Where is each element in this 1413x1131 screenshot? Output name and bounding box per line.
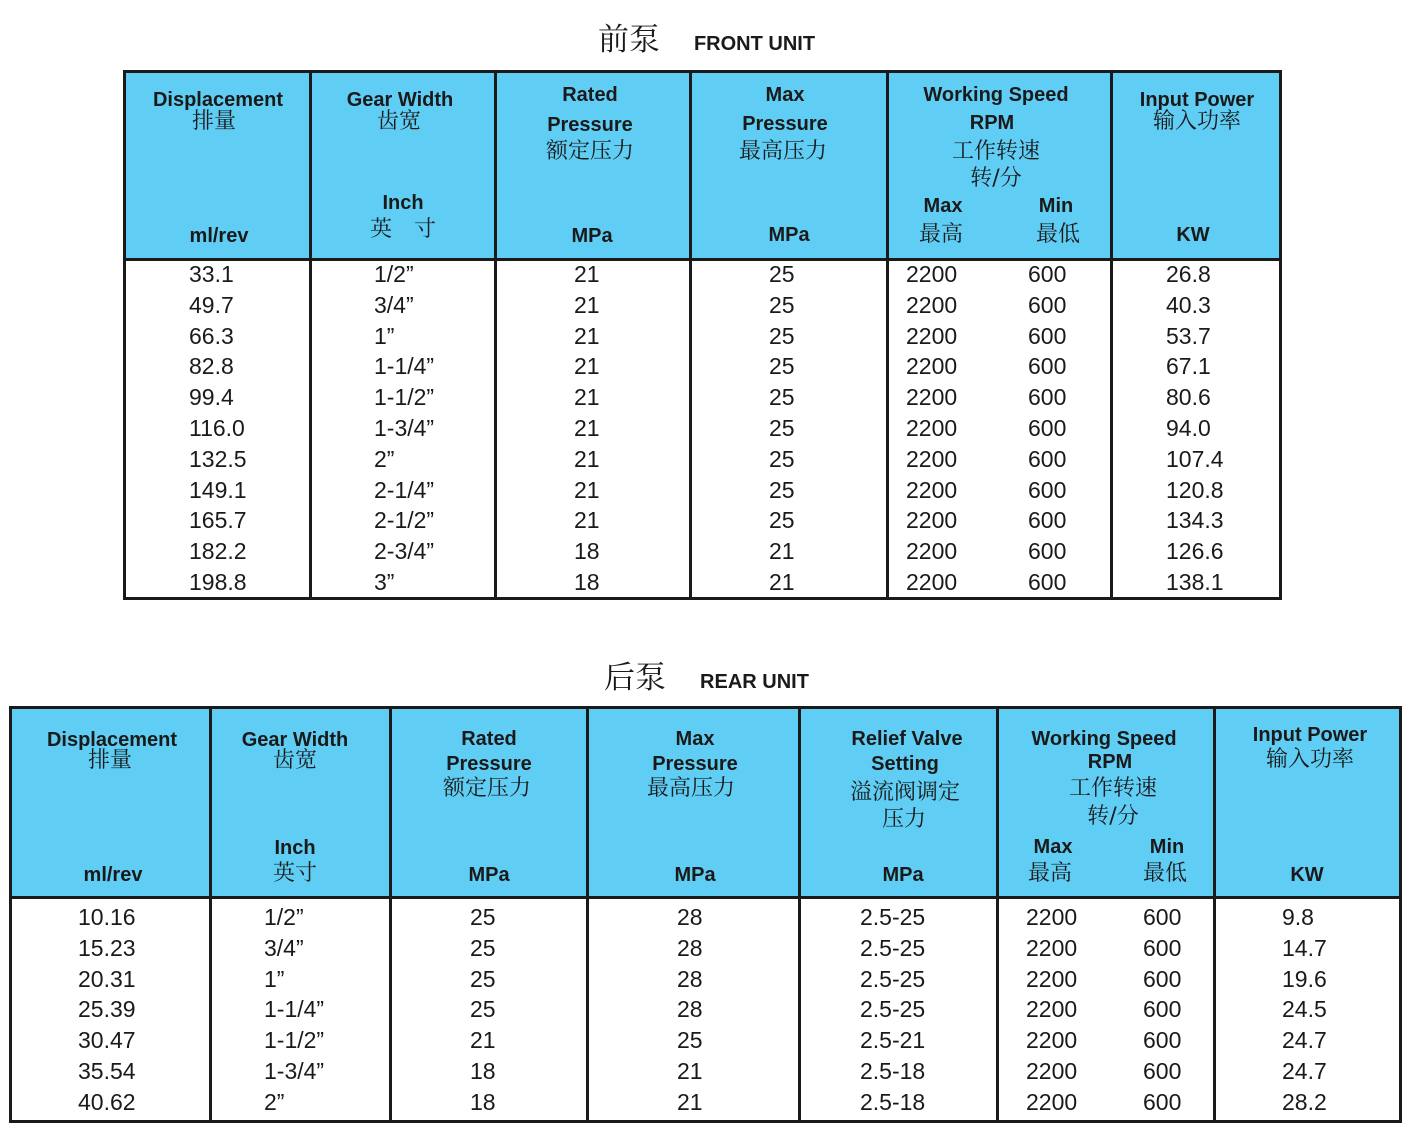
front-cell-gear-width: 3” <box>374 569 395 595</box>
front-cell-rated-pressure: 21 <box>574 384 600 411</box>
rear-h-max-unit: MPa <box>674 864 716 886</box>
front-cell-speed-max: 2200 <box>906 538 958 565</box>
front-cell-input-power: 138.1 <box>1166 569 1224 595</box>
rear-cell-input-power: 28.2 <box>1282 1088 1327 1115</box>
rear-h-rated-en1: Rated <box>461 728 517 750</box>
front-cell-displacement: 49.7 <box>189 291 234 318</box>
rear-title-en: REAR UNIT <box>700 671 809 693</box>
column-divider <box>209 709 212 1120</box>
rear-cell-speed-max: 2200 <box>1026 1027 1078 1054</box>
front-h-speed-max-cn: 最高 <box>918 222 964 247</box>
front-cell-input-power: 80.6 <box>1166 384 1211 411</box>
rear-cell-speed-min: 600 <box>1143 904 1182 930</box>
rear-cell-speed-min: 600 <box>1143 965 1182 992</box>
front-cell-rated-pressure: 21 <box>574 291 600 318</box>
rear-cell-max-pressure: 28 <box>677 996 703 1023</box>
rear-h-power-cn: 输入功率 <box>1265 747 1355 772</box>
rear-h-speed-max-cn: 最高 <box>1027 861 1073 886</box>
front-cell-speed-min: 600 <box>1028 538 1067 565</box>
rear-cell-input-power: 24.7 <box>1282 1058 1327 1084</box>
rear-h-relief-en1: Relief Valve <box>851 728 963 750</box>
rear-h-speed-min-cn: 最低 <box>1142 861 1188 886</box>
front-cell-speed-max: 2200 <box>906 507 958 534</box>
column-divider <box>494 73 497 597</box>
front-cell-rated-pressure: 18 <box>574 569 600 595</box>
front-cell-input-power: 40.3 <box>1166 291 1211 318</box>
front-cell-max-pressure: 25 <box>769 384 795 411</box>
front-cell-speed-min: 600 <box>1028 322 1067 349</box>
front-cell-max-pressure: 21 <box>769 538 795 565</box>
front-cell-speed-min: 600 <box>1028 476 1067 503</box>
rear-cell-relief-setting: 2.5-25 <box>860 904 926 930</box>
front-cell-max-pressure: 25 <box>769 507 795 534</box>
rear-cell-rated-pressure: 25 <box>470 996 496 1023</box>
front-cell-speed-max: 2200 <box>906 353 958 380</box>
rear-h-relief-cn1: 溢流阀调定 <box>849 780 961 805</box>
front-h-rated-en2: Pressure <box>547 114 633 136</box>
front-cell-rated-pressure: 18 <box>574 538 600 565</box>
rear-cell-input-power: 9.8 <box>1282 904 1314 930</box>
rear-cell-speed-max: 2200 <box>1026 1088 1078 1115</box>
front-cell-gear-width: 2-1/2” <box>374 507 435 534</box>
front-cell-speed-max: 2200 <box>906 322 958 349</box>
front-h-displacement-en: Displacement <box>152 89 284 111</box>
rear-h-max-cn: 最高压力 <box>646 776 736 801</box>
front-unit-title <box>0 14 1413 59</box>
front-h-power-cn: 输入功率 <box>1152 109 1242 134</box>
rear-cell-speed-min: 600 <box>1143 1027 1182 1054</box>
front-cell-max-pressure: 25 <box>769 353 795 380</box>
front-h-gear-unit-en: Inch <box>382 192 424 214</box>
front-cell-displacement: 165.7 <box>189 507 247 534</box>
front-h-displacement-cn: 排量 <box>191 109 237 134</box>
front-cell-input-power: 26.8 <box>1166 261 1211 287</box>
front-cell-gear-width: 2-1/4” <box>374 476 435 503</box>
rear-cell-gear-width: 2” <box>264 1088 285 1115</box>
rear-cell-relief-setting: 2.5-25 <box>860 965 926 992</box>
rear-h-speed-cn2: 转/分 <box>1087 804 1139 829</box>
rear-title-cn: 后泵 <box>604 660 667 696</box>
rear-h-relief-unit: MPa <box>882 864 924 886</box>
rear-cell-speed-max: 2200 <box>1026 965 1078 992</box>
rear-cell-speed-min: 600 <box>1143 1058 1182 1084</box>
front-cell-displacement: 99.4 <box>189 384 234 411</box>
front-cell-speed-max: 2200 <box>906 569 958 595</box>
front-h-max-en1: Max <box>765 84 805 106</box>
rear-h-relief-cn2: 压力 <box>881 807 927 832</box>
front-title-cn: 前泵 <box>597 22 660 58</box>
rear-h-rated-unit: MPa <box>468 864 510 886</box>
column-divider <box>389 709 392 1120</box>
front-cell-gear-width: 1/2” <box>374 261 414 287</box>
rear-h-gear-unit-en: Inch <box>274 837 316 859</box>
rear-cell-gear-width: 1-1/4” <box>264 996 325 1023</box>
rear-cell-displacement: 10.16 <box>78 904 136 930</box>
front-cell-input-power: 94.0 <box>1166 415 1211 441</box>
front-cell-input-power: 134.3 <box>1166 507 1224 534</box>
front-cell-gear-width: 2-3/4” <box>374 538 435 565</box>
rear-h-displacement-cn: 排量 <box>87 748 133 773</box>
column-divider <box>1110 73 1113 597</box>
rear-h-gear-unit-cn: 英寸 <box>272 861 318 886</box>
rear-cell-rated-pressure: 21 <box>470 1027 496 1054</box>
front-cell-displacement: 33.1 <box>189 261 234 287</box>
rear-h-speed-en2: RPM <box>1087 751 1133 773</box>
rear-cell-speed-max: 2200 <box>1026 1058 1078 1084</box>
front-h-rated-cn: 额定压力 <box>545 139 635 164</box>
front-h-rated-en1: Rated <box>562 84 618 106</box>
column-divider <box>586 709 589 1120</box>
rear-cell-rated-pressure: 25 <box>470 965 496 992</box>
rear-cell-displacement: 15.23 <box>78 934 136 961</box>
rear-cell-input-power: 24.5 <box>1282 996 1327 1023</box>
rear-h-gear-en: Gear Width <box>241 729 349 751</box>
front-h-rated-unit: MPa <box>571 225 613 247</box>
front-unit-table <box>123 70 1282 600</box>
front-cell-displacement: 66.3 <box>189 322 234 349</box>
rear-h-displacement-en: Displacement <box>46 729 178 751</box>
front-h-speed-max-en: Max <box>923 195 963 217</box>
column-divider <box>689 73 692 597</box>
front-cell-max-pressure: 25 <box>769 261 795 287</box>
rear-cell-displacement: 25.39 <box>78 996 136 1023</box>
front-h-max-en2: Pressure <box>742 113 828 135</box>
front-cell-gear-width: 1-3/4” <box>374 415 435 441</box>
front-cell-input-power: 53.7 <box>1166 322 1211 349</box>
rear-cell-displacement: 30.47 <box>78 1027 136 1054</box>
rear-cell-rated-pressure: 18 <box>470 1058 496 1084</box>
front-cell-rated-pressure: 21 <box>574 322 600 349</box>
front-cell-rated-pressure: 21 <box>574 261 600 287</box>
front-cell-speed-min: 600 <box>1028 353 1067 380</box>
front-cell-speed-min: 600 <box>1028 415 1067 441</box>
rear-cell-max-pressure: 21 <box>677 1058 703 1084</box>
front-title-en: FRONT UNIT <box>693 33 816 55</box>
rear-cell-max-pressure: 21 <box>677 1088 703 1115</box>
front-cell-max-pressure: 25 <box>769 415 795 441</box>
rear-table-header <box>12 709 1399 899</box>
front-cell-speed-max: 2200 <box>906 415 958 441</box>
front-cell-speed-max: 2200 <box>906 261 958 287</box>
front-cell-input-power: 120.8 <box>1166 476 1224 503</box>
front-cell-speed-min: 600 <box>1028 569 1067 595</box>
front-cell-rated-pressure: 21 <box>574 445 600 472</box>
rear-h-rated-en2: Pressure <box>446 753 532 775</box>
front-cell-speed-min: 600 <box>1028 384 1067 411</box>
front-cell-gear-width: 3/4” <box>374 291 414 318</box>
rear-cell-gear-width: 1/2” <box>264 904 304 930</box>
rear-cell-relief-setting: 2.5-25 <box>860 934 926 961</box>
front-h-speed-cn1: 工作转速 <box>951 139 1041 164</box>
front-h-speed-en1: Working Speed <box>923 84 1069 106</box>
front-cell-displacement: 182.2 <box>189 538 247 565</box>
column-divider <box>309 73 312 597</box>
rear-cell-relief-setting: 2.5-18 <box>860 1058 926 1084</box>
front-h-gear-cn: 齿宽 <box>376 109 422 134</box>
rear-cell-displacement: 20.31 <box>78 965 136 992</box>
rear-h-speed-max-en: Max <box>1033 836 1073 858</box>
front-h-speed-min-cn: 最低 <box>1035 222 1081 247</box>
rear-cell-rated-pressure: 25 <box>470 904 496 930</box>
front-h-max-cn: 最高压力 <box>738 139 828 164</box>
front-cell-input-power: 107.4 <box>1166 445 1224 472</box>
rear-cell-speed-max: 2200 <box>1026 934 1078 961</box>
front-cell-input-power: 67.1 <box>1166 353 1211 380</box>
front-cell-input-power: 126.6 <box>1166 538 1224 565</box>
rear-cell-speed-min: 600 <box>1143 996 1182 1023</box>
front-cell-displacement: 116.0 <box>189 415 245 441</box>
front-cell-displacement: 198.8 <box>189 569 247 595</box>
rear-cell-gear-width: 1-3/4” <box>264 1058 325 1084</box>
rear-cell-input-power: 19.6 <box>1282 965 1327 992</box>
rear-unit-table <box>9 706 1402 1123</box>
front-cell-speed-min: 600 <box>1028 445 1067 472</box>
front-h-power-unit: KW <box>1176 224 1210 246</box>
front-cell-displacement: 82.8 <box>189 353 234 380</box>
rear-cell-rated-pressure: 25 <box>470 934 496 961</box>
rear-h-relief-en2: Setting <box>871 753 939 775</box>
front-cell-rated-pressure: 21 <box>574 507 600 534</box>
front-cell-max-pressure: 21 <box>769 569 795 595</box>
front-cell-max-pressure: 25 <box>769 291 795 318</box>
front-h-max-unit: MPa <box>768 224 810 246</box>
front-cell-displacement: 149.1 <box>189 476 247 503</box>
front-cell-gear-width: 1-1/2” <box>374 384 435 411</box>
rear-cell-gear-width: 1” <box>264 965 285 992</box>
rear-h-max-en2: Pressure <box>652 753 738 775</box>
front-h-speed-en2: RPM <box>969 112 1015 134</box>
rear-cell-max-pressure: 25 <box>677 1027 703 1054</box>
rear-cell-max-pressure: 28 <box>677 934 703 961</box>
rear-cell-speed-min: 600 <box>1143 1088 1182 1115</box>
front-cell-gear-width: 1” <box>374 322 395 349</box>
column-divider <box>886 73 889 597</box>
column-divider <box>798 709 801 1120</box>
rear-unit-title <box>0 652 1413 697</box>
front-cell-speed-max: 2200 <box>906 291 958 318</box>
front-cell-max-pressure: 25 <box>769 445 795 472</box>
rear-h-speed-cn1: 工作转速 <box>1068 776 1158 801</box>
rear-h-speed-min-en: Min <box>1149 836 1185 858</box>
column-divider <box>1213 709 1216 1120</box>
rear-cell-input-power: 24.7 <box>1282 1027 1327 1054</box>
front-cell-speed-min: 600 <box>1028 261 1067 287</box>
front-cell-gear-width: 2” <box>374 445 395 472</box>
front-cell-max-pressure: 25 <box>769 322 795 349</box>
front-cell-rated-pressure: 21 <box>574 415 600 441</box>
rear-cell-displacement: 40.62 <box>78 1088 136 1115</box>
rear-h-displacement-unit: ml/rev <box>83 864 143 886</box>
rear-h-power-en: Input Power <box>1252 724 1368 746</box>
rear-h-gear-cn: 齿宽 <box>272 748 318 773</box>
front-cell-speed-min: 600 <box>1028 291 1067 318</box>
rear-h-speed-en1: Working Speed <box>1031 728 1177 750</box>
rear-cell-max-pressure: 28 <box>677 965 703 992</box>
front-h-gear-unit-cn: 英 寸 <box>369 217 437 242</box>
front-cell-speed-max: 2200 <box>906 476 958 503</box>
front-table-header <box>126 73 1279 261</box>
front-h-speed-min-en: Min <box>1038 195 1074 217</box>
column-divider <box>996 709 999 1120</box>
front-cell-rated-pressure: 21 <box>574 353 600 380</box>
rear-cell-input-power: 14.7 <box>1282 934 1327 961</box>
front-cell-max-pressure: 25 <box>769 476 795 503</box>
rear-cell-displacement: 35.54 <box>78 1058 136 1084</box>
rear-h-power-unit: KW <box>1290 864 1324 886</box>
rear-cell-gear-width: 1-1/2” <box>264 1027 325 1054</box>
rear-cell-speed-max: 2200 <box>1026 996 1078 1023</box>
front-cell-speed-max: 2200 <box>906 445 958 472</box>
rear-cell-speed-min: 600 <box>1143 934 1182 961</box>
rear-cell-relief-setting: 2.5-18 <box>860 1088 926 1115</box>
front-h-power-en: Input Power <box>1139 89 1255 111</box>
rear-h-rated-cn: 额定压力 <box>442 776 532 801</box>
front-cell-displacement: 132.5 <box>189 445 247 472</box>
rear-cell-relief-setting: 2.5-21 <box>860 1027 926 1054</box>
rear-cell-speed-max: 2200 <box>1026 904 1078 930</box>
front-h-gear-en: Gear Width <box>346 89 454 111</box>
rear-cell-relief-setting: 2.5-25 <box>860 996 926 1023</box>
rear-cell-rated-pressure: 18 <box>470 1088 496 1115</box>
front-cell-rated-pressure: 21 <box>574 476 600 503</box>
front-cell-speed-min: 600 <box>1028 507 1067 534</box>
rear-cell-max-pressure: 28 <box>677 904 703 930</box>
rear-h-max-en1: Max <box>675 728 715 750</box>
front-cell-speed-max: 2200 <box>906 384 958 411</box>
front-h-displacement-unit: ml/rev <box>189 225 249 247</box>
front-cell-gear-width: 1-1/4” <box>374 353 435 380</box>
rear-cell-gear-width: 3/4” <box>264 934 304 961</box>
front-h-speed-cn2: 转/分 <box>970 166 1022 191</box>
